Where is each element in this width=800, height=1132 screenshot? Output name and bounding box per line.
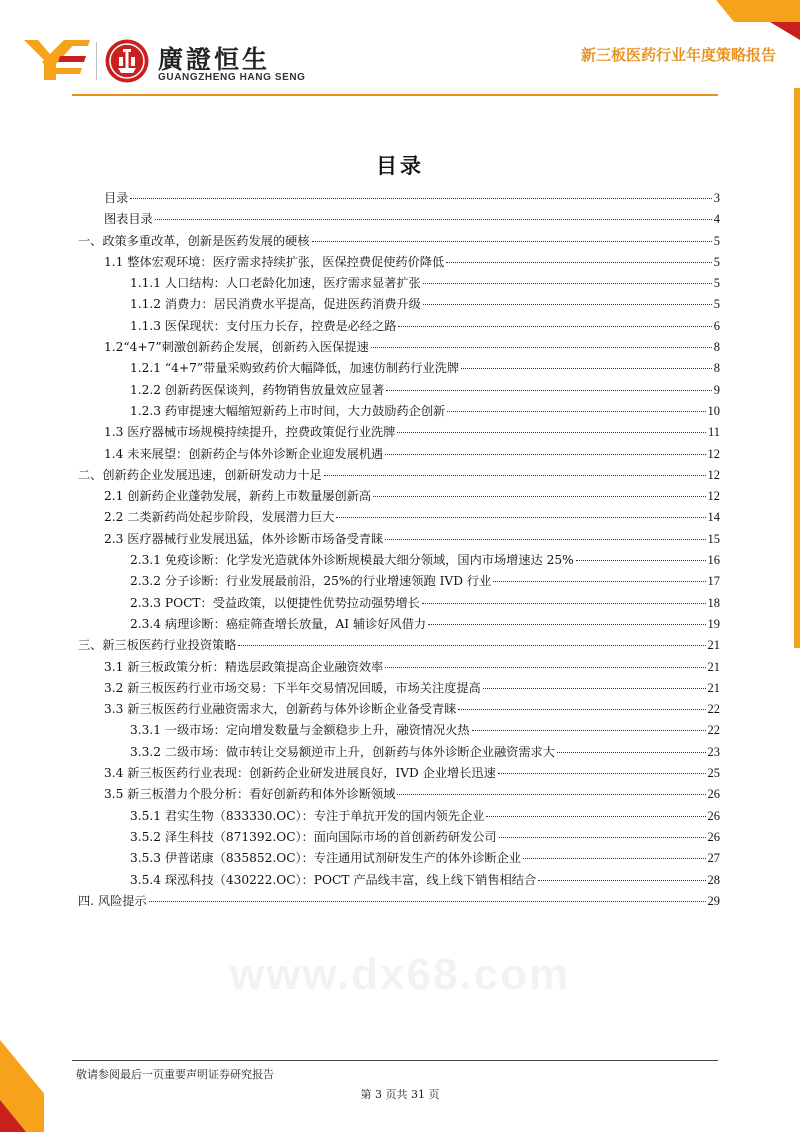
toc-dot-leader	[423, 304, 712, 305]
toc-entry-page: 21	[707, 659, 720, 674]
toc-entry-page: 8	[713, 340, 720, 355]
table-of-contents	[78, 189, 720, 913]
toc-entry[interactable]	[78, 807, 720, 828]
toc-entry[interactable]	[78, 679, 720, 700]
toc-entry[interactable]	[78, 849, 720, 870]
toc-entry-page: 26	[707, 829, 720, 844]
toc-dot-leader	[238, 645, 705, 646]
toc-dot-leader	[312, 241, 712, 242]
toc-dot-leader	[130, 198, 711, 199]
toc-entry-page: 5	[713, 297, 720, 312]
toc-dot-leader	[423, 283, 712, 284]
toc-entry-page: 22	[707, 723, 720, 738]
toc-entry-title: 四. 风险提示	[78, 893, 147, 908]
toc-entry[interactable]	[78, 338, 720, 359]
toc-entry-page: 9	[713, 382, 720, 397]
toc-entry-title: 1.3 医疗器械市场规模持续提升，控费政策促行业洗牌	[104, 425, 396, 440]
logo-divider	[96, 42, 97, 80]
seal-logo-icon	[104, 38, 150, 84]
toc-entry[interactable]	[78, 232, 720, 253]
toc-entry[interactable]	[78, 700, 720, 721]
toc-dot-leader	[428, 624, 705, 625]
toc-entry-page: 14	[707, 510, 720, 525]
toc-entry[interactable]	[78, 210, 720, 231]
footer-divider	[72, 1060, 718, 1061]
toc-entry-title: 3.3.2 二级市场：做市转让交易额逆市上升，创新药与体外诊断企业融资需求大	[130, 744, 555, 759]
toc-entry-page: 23	[707, 744, 720, 759]
toc-entry[interactable]	[78, 551, 720, 572]
toc-entry-title: 2.3.3 POCT：受益政策，以便捷性优势拉动强势增长	[130, 595, 420, 610]
toc-dot-leader	[373, 496, 705, 497]
toc-dot-leader	[576, 560, 706, 561]
toc-entry[interactable]	[78, 508, 720, 529]
toc-entry[interactable]	[78, 743, 720, 764]
toc-dot-leader	[498, 773, 706, 774]
toc-entry-title: 3.4 新三板医药行业表现：创新药企业研发进展良好，IVD 企业增长迅速	[104, 766, 496, 781]
toc-entry-title: 1.4 未来展望：创新药企与体外诊断企业迎发展机遇	[104, 446, 384, 461]
toc-entry-page: 17	[707, 574, 720, 589]
toc-entry[interactable]	[78, 785, 720, 806]
toc-entry-title: 2.3.1 免疫诊断：化学发光造就体外诊断规模最大细分领域，国内市场增速达 25%	[130, 553, 574, 568]
toc-entry-title: 1.1.1 人口结构：人口老龄化加速，医疗需求显著扩张	[130, 276, 421, 291]
toc-entry-page: 19	[707, 616, 720, 631]
toc-dot-leader	[472, 730, 706, 731]
toc-entry-page: 16	[707, 553, 720, 568]
toc-entry-page: 8	[713, 361, 720, 376]
toc-dot-leader	[398, 326, 711, 327]
toc-entry-title: 3.3 新三板医药行业融资需求大，创新药与体外诊断企业备受青睐	[104, 702, 457, 717]
toc-entry[interactable]	[78, 892, 720, 913]
toc-dot-leader	[397, 432, 706, 433]
toc-entry[interactable]	[78, 764, 720, 785]
toc-entry[interactable]	[78, 466, 720, 487]
toc-entry-page: 5	[713, 233, 720, 248]
toc-entry[interactable]	[78, 487, 720, 508]
toc-dot-leader	[371, 347, 712, 348]
toc-entry-title: 图表目录	[104, 212, 153, 227]
toc-entry-title: 1.2.2 创新药医保谈判，药物销售放量效应显著	[130, 382, 385, 397]
toc-entry-page: 27	[707, 851, 720, 866]
brand-name-cn: 廣證恒生	[158, 45, 271, 74]
toc-entry[interactable]	[78, 594, 720, 615]
toc-entry-page: 28	[707, 872, 720, 887]
toc-entry-title: 3.5.3 伊普诺康（835852.OC）：专注通用试剂研发生产的体外诊断企业	[130, 851, 521, 866]
toc-entry[interactable]	[78, 402, 720, 423]
toc-entry[interactable]	[78, 253, 720, 274]
toc-dot-leader	[499, 837, 706, 838]
toc-entry-title: 3.1 新三板政策分析：精选层政策提高企业融资效率	[104, 659, 384, 674]
toc-entry-title: 2.1 创新药企业蓬勃发展，新药上市数量屡创新高	[104, 489, 372, 504]
toc-entry-page: 26	[707, 787, 720, 802]
footer-disclaimer: 敬请参阅最后一页重要声明证券研究报告	[76, 1068, 274, 1081]
toc-entry[interactable]	[78, 871, 720, 892]
toc-entry-title: 3.5.2 泽生科技（871392.OC）：面向国际市场的首创新药研发公司	[130, 829, 497, 844]
toc-dot-leader	[422, 603, 706, 604]
toc-entry-page: 10	[707, 403, 720, 418]
toc-entry[interactable]	[78, 317, 720, 338]
watermark: www.dx68.com	[229, 950, 571, 999]
toc-entry-title: 2.2 二类新药尚处起步阶段，发展潜力巨大	[104, 510, 335, 525]
toc-entry[interactable]	[78, 828, 720, 849]
toc-entry-page: 3	[713, 191, 720, 205]
toc-entry-title: 1.2.3 药审提速大幅缩短新药上市时间，大力鼓励药企创新	[130, 403, 446, 418]
header-divider	[72, 94, 718, 96]
toc-entry-page: 29	[707, 893, 720, 908]
toc-entry-title: 三、新三板医药行业投资策略	[78, 638, 237, 653]
toc-entry[interactable]	[78, 721, 720, 742]
toc-entry-title: 3.5 新三板潜力个股分析：看好创新药和体外诊断领域	[104, 787, 396, 802]
toc-entry-title: 2.3.4 病理诊断：癌症筛查增长放量，AI 辅诊好风借力	[130, 616, 427, 631]
toc-dot-leader	[458, 709, 705, 710]
toc-dot-leader	[557, 752, 706, 753]
toc-dot-leader	[324, 475, 706, 476]
toc-dot-leader	[336, 517, 705, 518]
toc-entry-title: 目录	[104, 191, 129, 205]
toc-entry-page: 5	[713, 276, 720, 291]
toc-entry-page: 11	[707, 425, 720, 440]
toc-entry[interactable]	[78, 423, 720, 444]
toc-entry-title: 1.1 整体宏观环境：医疗需求持续扩张，医保控费促使药价降低	[104, 254, 445, 269]
toc-entry-page: 18	[707, 595, 720, 610]
toc-entry-title: 1.1.3 医保现状：支付压力长存，控费是必经之路	[130, 318, 397, 333]
toc-entry-page: 25	[707, 766, 720, 781]
toc-entry-page: 15	[707, 531, 720, 546]
toc-entry[interactable]	[78, 658, 720, 679]
toc-entry-page: 5	[713, 254, 720, 269]
toc-entry-page: 12	[707, 489, 720, 504]
toc-entry-page: 4	[713, 212, 720, 227]
toc-dot-leader	[386, 390, 711, 391]
toc-dot-leader	[447, 411, 705, 412]
toc-entry-title: 3.2 新三板医药行业市场交易：下半年交易情况回暖，市场关注度提高	[104, 680, 481, 695]
corner-decoration-top-right	[716, 0, 800, 22]
toc-entry-title: 1.2“4+7”刺激创新药企发展，创新药入医保提速	[104, 340, 369, 355]
toc-entry-title: 2.3 医疗器械行业发展迅猛，体外诊断市场备受青睐	[104, 531, 384, 546]
toc-entry[interactable]	[78, 189, 720, 210]
toc-dot-leader	[523, 858, 706, 859]
toc-dot-leader	[446, 262, 712, 263]
toc-entry-page: 12	[707, 446, 720, 461]
toc-entry-title: 1.1.2 消费力：居民消费水平提高，促进医药消费升级	[130, 297, 421, 312]
toc-dot-leader	[397, 794, 705, 795]
toc-entry-title: 1.2.1 “4+7”带量采购致药价大幅降低，加速仿制药行业洗牌	[130, 361, 460, 376]
toc-entry-page: 22	[707, 702, 720, 717]
toc-entry-title: 二、创新药企业发展迅速，创新研发动力十足	[78, 467, 322, 482]
toc-entry-page: 26	[707, 808, 720, 823]
toc-dot-leader	[385, 667, 705, 668]
toc-dot-leader	[149, 901, 706, 902]
toc-entry-title: 一、政策多重改革，创新是医药发展的硬核	[78, 233, 310, 248]
ye-logo-icon	[24, 38, 90, 82]
report-title: 新三板医药行业年度策略报告	[580, 46, 776, 64]
toc-entry-title: 3.5.1 君实生物（833330.OC）：专注于单抗开发的国内领先企业	[130, 808, 485, 823]
toc-entry[interactable]	[78, 530, 720, 551]
toc-dot-leader	[486, 816, 705, 817]
toc-dot-leader	[385, 454, 705, 455]
toc-entry[interactable]	[78, 615, 720, 636]
toc-entry[interactable]	[78, 636, 720, 657]
toc-heading: 目录	[376, 153, 424, 178]
toc-entry-page: 6	[713, 318, 720, 333]
toc-dot-leader	[538, 880, 705, 881]
toc-dot-leader	[493, 581, 705, 582]
toc-dot-leader	[483, 688, 706, 689]
toc-entry-title: 3.3.1 一级市场：定向增发数量与金额稳步上升，融资情况火热	[130, 723, 470, 738]
toc-dot-leader	[155, 219, 712, 220]
toc-entry[interactable]	[78, 295, 720, 316]
toc-entry[interactable]	[78, 381, 720, 402]
toc-entry[interactable]	[78, 445, 720, 466]
toc-entry-page: 12	[707, 467, 720, 482]
toc-entry-page: 21	[707, 680, 720, 695]
toc-entry[interactable]	[78, 572, 720, 593]
brand-name-en: GUANGZHENG HANG SENG	[158, 72, 306, 83]
toc-entry[interactable]	[78, 359, 720, 380]
toc-dot-leader	[461, 368, 712, 369]
toc-entry[interactable]	[78, 274, 720, 295]
toc-dot-leader	[385, 539, 705, 540]
toc-entry-title: 2.3.2 分子诊断：行业发展最前沿，25%的行业增速领跑 IVD 行业	[130, 574, 492, 589]
corner-decoration-top-right-red	[770, 22, 800, 40]
page-number: 第 3 页共 31 页	[360, 1088, 440, 1101]
toc-entry-page: 21	[707, 638, 720, 653]
toc-entry-title: 3.5.4 琛泓科技（430222.OC）：POCT 产品线丰富，线上线下销售相结合	[130, 872, 537, 887]
